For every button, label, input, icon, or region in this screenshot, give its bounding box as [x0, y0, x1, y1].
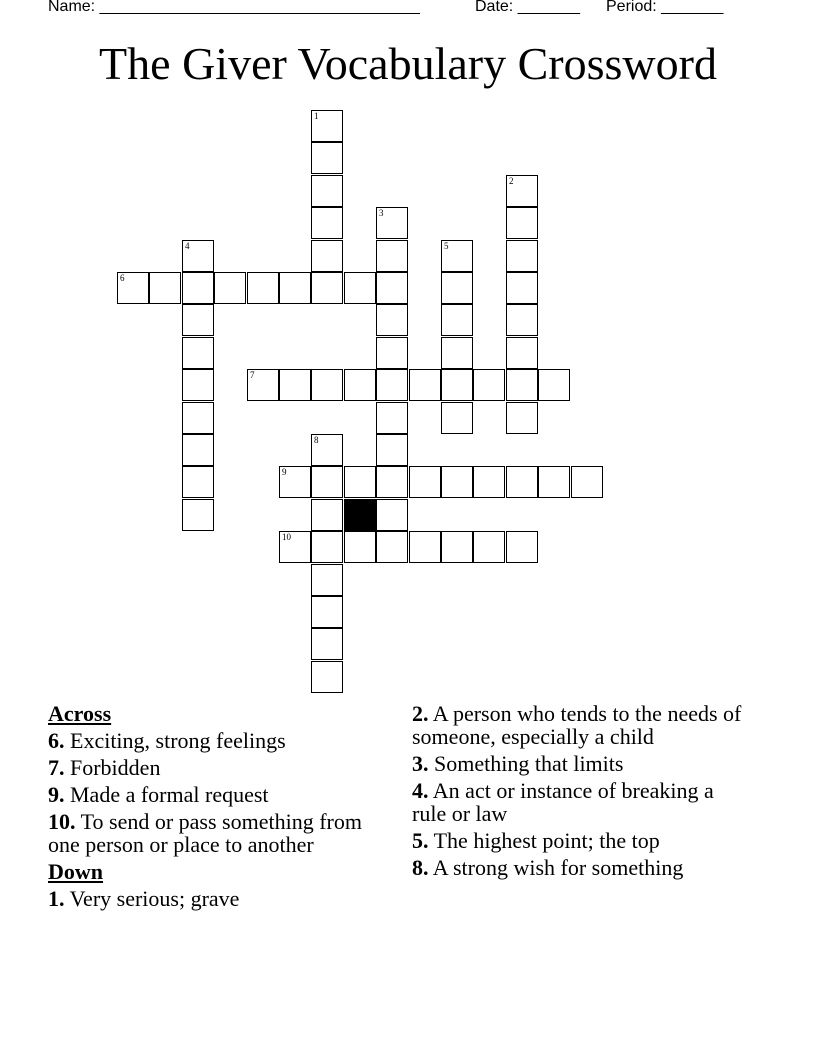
crossword-cell[interactable]: [182, 434, 214, 466]
crossword-cell[interactable]: [538, 466, 570, 498]
crossword-cell[interactable]: [279, 272, 311, 304]
crossword-cell[interactable]: [182, 240, 214, 272]
crossword-cell[interactable]: [506, 402, 538, 434]
crossword-cell[interactable]: [441, 304, 473, 336]
clue-number: 10.: [48, 809, 76, 834]
crossword-cell[interactable]: [311, 369, 343, 401]
crossword-cell[interactable]: [441, 240, 473, 272]
clue-number: 1.: [48, 886, 65, 911]
clue-number-label: 5: [444, 241, 449, 251]
crossword-cell[interactable]: [506, 175, 538, 207]
crossword-cell[interactable]: [311, 466, 343, 498]
clue-down-3: [412, 752, 752, 775]
date-field-label[interactable]: Date: _______: [475, 0, 580, 15]
crossword-cell[interactable]: [344, 531, 376, 563]
crossword-cell[interactable]: [376, 402, 408, 434]
clue-across-6: [48, 729, 388, 752]
down-heading: Down: [48, 859, 104, 884]
blocked-cell: [344, 499, 376, 531]
crossword-cell[interactable]: [473, 466, 505, 498]
crossword-cell[interactable]: [538, 369, 570, 401]
crossword-cell[interactable]: [182, 402, 214, 434]
crossword-cell[interactable]: [182, 304, 214, 336]
clue-text: A person who tends to the needs of someone, especially a child: [412, 701, 742, 749]
clue-across-9: [48, 783, 388, 806]
crossword-cell[interactable]: [376, 304, 408, 336]
crossword-cell[interactable]: [182, 272, 214, 304]
crossword-cell[interactable]: [279, 531, 311, 563]
clue-across-7: [48, 756, 388, 779]
crossword-cell[interactable]: [311, 661, 343, 693]
crossword-cell[interactable]: [441, 531, 473, 563]
clue-number-label: 7: [250, 370, 255, 380]
clue-across-10: [48, 810, 388, 856]
crossword-cell[interactable]: [311, 564, 343, 596]
clue-number: 9.: [48, 782, 65, 807]
clue-text: The highest point; the top: [433, 828, 660, 853]
crossword-cell[interactable]: [506, 304, 538, 336]
clue-text: An act or instance of breaking a rule or law: [412, 778, 714, 826]
across-heading: Across: [48, 701, 112, 726]
crossword-cell[interactable]: [506, 337, 538, 369]
clue-text: Something that limits: [434, 751, 624, 776]
crossword-cell[interactable]: [571, 466, 603, 498]
clue-number: 6.: [48, 728, 65, 753]
crossword-cell[interactable]: [182, 369, 214, 401]
crossword-cell[interactable]: [506, 272, 538, 304]
clue-number-label: 2: [509, 176, 514, 186]
crossword-cell[interactable]: [311, 175, 343, 207]
crossword-cell[interactable]: [376, 207, 408, 239]
crossword-cell[interactable]: [441, 466, 473, 498]
clue-text: To send or pass something from one person or place to another: [48, 809, 362, 857]
clue-number: 4.: [412, 778, 429, 803]
crossword-cell[interactable]: [182, 466, 214, 498]
crossword-cell[interactable]: [506, 240, 538, 272]
clue-down-1: [48, 887, 388, 910]
page-title: The Giver Vocabulary Crossword: [99, 38, 717, 89]
crossword-cell[interactable]: [473, 369, 505, 401]
crossword-cell[interactable]: [247, 272, 279, 304]
crossword-cell[interactable]: [376, 240, 408, 272]
clue-text: Forbidden: [70, 755, 161, 780]
crossword-cell[interactable]: [344, 466, 376, 498]
crossword-cell[interactable]: [311, 110, 343, 142]
clues-right-column: [412, 702, 752, 883]
crossword-cell[interactable]: [506, 207, 538, 239]
crossword-cell[interactable]: [182, 499, 214, 531]
clue-down-8: [412, 856, 752, 879]
crossword-cell[interactable]: [473, 531, 505, 563]
period-field-label[interactable]: Period: _______: [606, 0, 724, 15]
crossword-cell[interactable]: [506, 531, 538, 563]
clue-number: 5.: [412, 828, 429, 853]
crossword-cell[interactable]: [409, 466, 441, 498]
clue-number: 3.: [412, 751, 429, 776]
crossword-cell[interactable]: [344, 272, 376, 304]
clues-left-column: [48, 702, 388, 914]
crossword-cell[interactable]: [376, 337, 408, 369]
clue-down-2: [412, 702, 752, 748]
crossword-cell[interactable]: [311, 628, 343, 660]
crossword-cell[interactable]: [279, 466, 311, 498]
crossword-cell[interactable]: [279, 369, 311, 401]
clue-down-4: [412, 779, 752, 825]
clue-number: 7.: [48, 755, 65, 780]
clue-number-label: 6: [120, 273, 125, 283]
crossword-cell[interactable]: [311, 434, 343, 466]
crossword-cell[interactable]: [376, 466, 408, 498]
crossword-cell[interactable]: [182, 337, 214, 369]
clue-number-label: 9: [282, 467, 287, 477]
crossword-cell[interactable]: [214, 272, 246, 304]
crossword-cell[interactable]: [149, 272, 181, 304]
clue-number-label: 4: [185, 241, 190, 251]
clue-text: A strong wish for something: [432, 855, 684, 880]
name-field-label[interactable]: Name: ____________________________________: [48, 0, 420, 15]
crossword-cell[interactable]: [311, 272, 343, 304]
clue-text: Made a formal request: [70, 782, 269, 807]
crossword-cell[interactable]: [117, 272, 149, 304]
crossword-cell[interactable]: [247, 369, 279, 401]
clue-number-label: 8: [314, 435, 319, 445]
crossword-cell[interactable]: [441, 369, 473, 401]
crossword-cell[interactable]: [311, 531, 343, 563]
clue-number-label: 10: [282, 532, 291, 542]
crossword-cell[interactable]: [376, 369, 408, 401]
crossword-cell[interactable]: [376, 434, 408, 466]
crossword-cell[interactable]: [344, 369, 376, 401]
clue-text: Very serious; grave: [69, 886, 240, 911]
crossword-cell[interactable]: [311, 240, 343, 272]
clue-text: Exciting, strong feelings: [70, 728, 286, 753]
crossword-cell[interactable]: [441, 402, 473, 434]
crossword-cell[interactable]: [311, 207, 343, 239]
crossword-cell[interactable]: [311, 499, 343, 531]
crossword-cell[interactable]: [311, 142, 343, 174]
crossword-cell[interactable]: [376, 272, 408, 304]
crossword-cell[interactable]: [376, 531, 408, 563]
crossword-cell[interactable]: [441, 337, 473, 369]
crossword-cell[interactable]: [506, 466, 538, 498]
crossword-cell[interactable]: [409, 369, 441, 401]
clue-number: 8.: [412, 855, 429, 880]
clue-number-label: 3: [379, 208, 384, 218]
clue-number: 2.: [412, 701, 429, 726]
clue-number-label: 1: [314, 111, 319, 121]
crossword-cell[interactable]: [441, 272, 473, 304]
crossword-cell[interactable]: [311, 596, 343, 628]
clue-down-5: [412, 829, 752, 852]
crossword-cell[interactable]: [409, 531, 441, 563]
crossword-cell[interactable]: [376, 499, 408, 531]
crossword-cell[interactable]: [506, 369, 538, 401]
